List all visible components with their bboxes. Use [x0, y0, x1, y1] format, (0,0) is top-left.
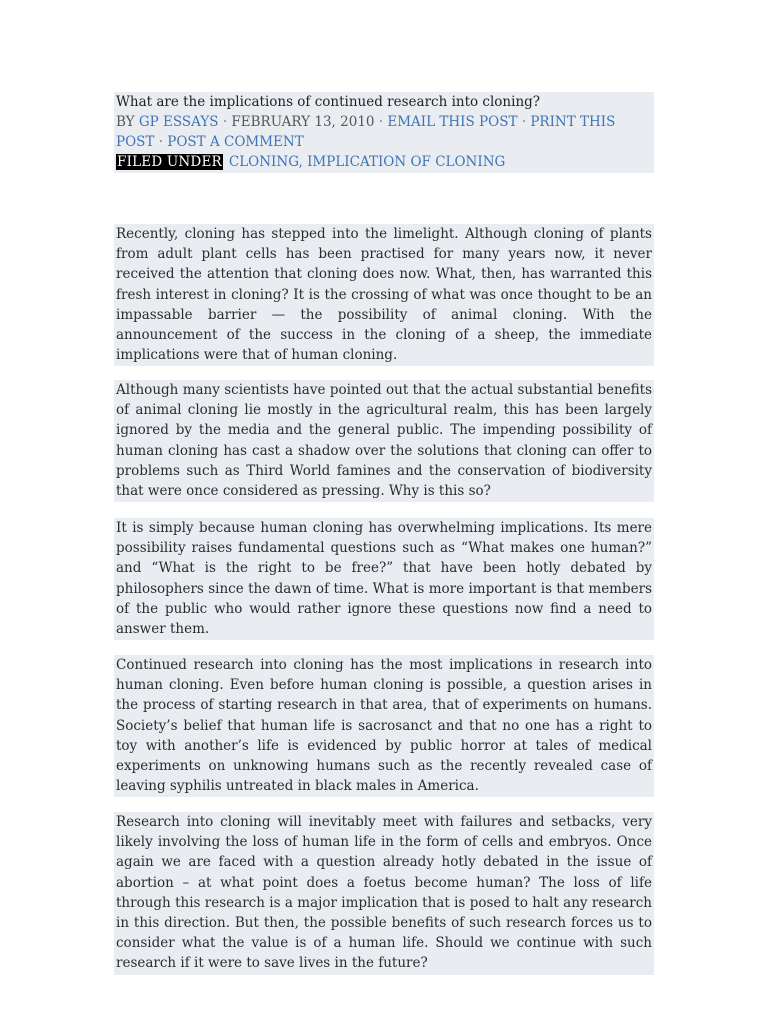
email-post-link[interactable]: EMAIL THIS POST [387, 114, 518, 130]
paragraph-text: Research into cloning will inevitably meet with failures and setbacks, very likely involving the loss of human life in the form of cells and embryos. Once again we are faced with a question already hotly debated in the issue of abortion – at what point does a foetus become human? The loss of life through this research is a major implication that is posed to halt any research in this direction. But then, the possible benefits of such research forces us to consider what the value is of a human life. Should we continue with such research if it were to save lives in the future? [116, 814, 652, 972]
paragraph-block [114, 518, 654, 640]
category-links[interactable]: CLONING, IMPLICATION OF CLONING [228, 154, 506, 170]
paragraph-block [114, 224, 654, 366]
by-label: BY [116, 114, 139, 130]
filed-under [116, 152, 652, 172]
paragraph-block [114, 380, 654, 502]
paragraph-block [114, 812, 654, 975]
meta-separator: · [154, 134, 168, 150]
post-date: FEBRUARY 13, 2010 [231, 114, 375, 130]
paragraph-block [114, 655, 654, 797]
meta-separator: · [517, 114, 531, 130]
author-link[interactable]: GP ESSAYS [138, 114, 219, 130]
paragraph-text: It is simply because human cloning has overwhelming implications. Its mere possibility raises fundamental questions such as “What makes one human?” and “What is the right to be free?” that have been hotly debated by philosophers since the dawn of time. What is more important is that members of the public who would rather ignore these questions now find a need to answer them. [116, 520, 652, 638]
filed-under-label: FILED UNDER [117, 154, 222, 170]
paragraph-text: Recently, cloning has stepped into the limelight. Although cloning of plants from adult plant cells has been practised for many years now, it never received the attention that cloning does now. What, then, has warranted this fresh interest in cloning? It is the crossing of what was once thought to be an impassable barrier — the possibility of animal cloning. With the announcement of the success in the cloning of a sheep, the immediate implications were that of human cloning. [116, 226, 652, 364]
post-meta [116, 112, 652, 152]
meta-separator: · [374, 114, 388, 130]
post-comment-link[interactable]: POST A COMMENT [167, 134, 304, 150]
paragraph-text: Although many scientists have pointed out that the actual substantial benefits of animal cloning lie mostly in the agricultural realm, this has been largely ignored by the media and the general public. The impending possibility of human cloning has cast a shadow over the solutions that cloning can offer to problems such as Third World famines and the conservation of biodiversity that were once considered as pressing. Why is this so? [116, 382, 652, 500]
paragraph-text: Continued research into cloning has the most implications in research into human cloning. Even before human cloning is possible, a question arises in the process of starting research in that area, that of experiments on humans. Society’s belief that human life is sacrosanct and that no one has a right to toy with another’s life is evidenced by public horror at tales of medical experiments on unknowing humans such as the recently revealed case of leaving syphilis untreated in black males in America. [116, 657, 652, 795]
meta-separator: · [218, 114, 232, 130]
post-title: What are the implications of continued research into cloning? [116, 94, 541, 110]
print-post-link[interactable]: PRINT THIS POST [116, 114, 616, 150]
